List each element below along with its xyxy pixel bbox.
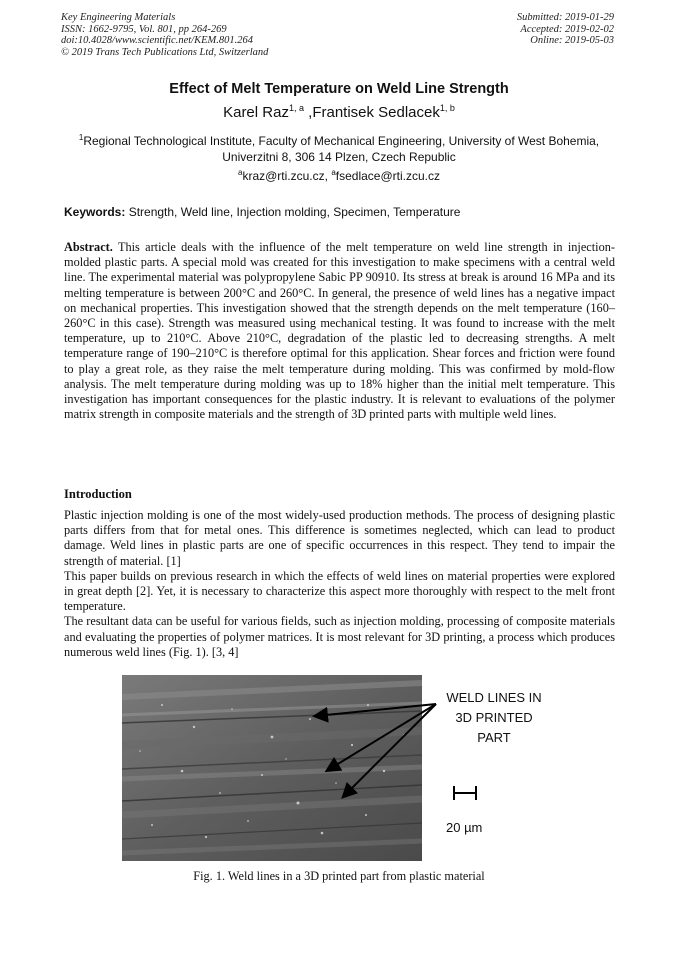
keywords-text: Strength, Weld line, Injection molding, Specimen, Temperature bbox=[125, 205, 461, 219]
affiliation-superscript: 1 bbox=[78, 133, 84, 142]
email-line bbox=[0, 168, 678, 183]
author-superscript: 1, b bbox=[439, 103, 455, 113]
keywords bbox=[64, 205, 618, 219]
abstract-text: This article deals with the influence of the melt temperature on weld line strength in injection-molded plastic parts. A special mold was created for this investigation to make specimens with a central weld line. The experimental material was polypropylene Sabic PP 90910. Its stress at break is around 16 MPa and its melting temperature is between 200°C and 260°C. In general, the presence of weld lines has a negative impact on mechanical properties. This investigation showed that the strength depends on the melt temperature (160–260°C in this case). Strength was measured using mechanical testing. It was found to increase with the melt temperature, up to 210°C. Above 210°C, degradation of the plastic led to decreasing strengths. A melt temperature range of 190–210°C is therefore optimal for this application. Shear forces and friction were found to play a great role, as they raise the melt temperature during molding. This was confirmed by mold-flow analysis. The melt temperature during molding was up to 18% higher than the initial melt temperature. This investigation has important consequences for the plastic industry. It is relevant to evaluations of the polymer matrix strength in composite materials and the strength of 3D printed parts with multiple weld lines. bbox=[64, 240, 615, 422]
keywords-label: Keywords: bbox=[64, 205, 126, 219]
abstract-label: Abstract. bbox=[64, 240, 113, 254]
author-superscript: 1, a bbox=[288, 103, 304, 113]
copyright-line: © 2019 Trans Tech Publications Ltd, Switzerland bbox=[61, 46, 269, 58]
author-line bbox=[0, 104, 678, 121]
sem-micrograph bbox=[122, 675, 422, 861]
submitted-date: Submitted: 2019-01-29 bbox=[516, 12, 614, 23]
callout-line: WELD LINES IN bbox=[446, 690, 542, 705]
abstract bbox=[64, 240, 615, 422]
journal-meta bbox=[61, 12, 268, 58]
paragraph: The resultant data can be useful for various fields, such as injection molding, processing of composite materials and evaluating the properties of polymer matrices. It is most relevant for 3D printing, a process which produces numerous weld lines (Fig. 1). [3, 4] bbox=[64, 614, 615, 659]
callout-line: PART bbox=[477, 730, 511, 745]
accepted-date: Accepted: 2019-02-02 bbox=[520, 23, 614, 35]
section-heading: Introduction bbox=[64, 487, 132, 501]
paragraph: This paper builds on previous research in which the effects of weld lines on material properties were explored in great depth [2]. Yet, it is necessary to characterize this aspect more thoroughly with respect to the melt front temperature. bbox=[64, 568, 615, 614]
introduction-body bbox=[64, 508, 615, 660]
scale-bar-icon bbox=[452, 785, 478, 801]
author-separator: , bbox=[303, 104, 313, 121]
doi-line: doi:10.4028/www.scientific.net/KEM.801.264 bbox=[61, 35, 253, 46]
email-superscript: a bbox=[331, 168, 336, 177]
journal-name: Key Engineering Materials bbox=[61, 12, 176, 23]
dates-meta bbox=[517, 12, 614, 47]
figure-callout bbox=[432, 688, 556, 748]
issn-line: ISSN: 1662-9795, Vol. 801, pp 264-269 bbox=[61, 23, 227, 35]
email-link[interactable]: fsedlace@rti.zcu.cz bbox=[335, 169, 440, 183]
paper-title: Effect of Melt Temperature on Weld Line Strength bbox=[169, 81, 509, 97]
email-link[interactable]: kraz@rti.zcu.cz, bbox=[242, 169, 328, 183]
author-name: Karel Raz bbox=[223, 104, 289, 121]
affiliation-text: Regional Technological Institute, Faculty of Mechanical Engineering, University of West Bohemia, Univerzitni 8, 306 14 Plzen, Czech Republic bbox=[83, 134, 600, 164]
author-name: Frantisek Sedlacek bbox=[312, 104, 440, 121]
figure-caption: Fig. 1. Weld lines in a 3D printed part from plastic material bbox=[193, 869, 485, 883]
online-date: Online: 2019-05-03 bbox=[530, 35, 614, 46]
callout-line: 3D PRINTED bbox=[455, 710, 533, 725]
paragraph: Plastic injection molding is one of the most widely-used production methods. The process of designing plastic parts differs from that for metal ones. This difference is sometimes neglected, which can lead to product damage. Weld lines in plastic parts are one of specific occurrences in this respect. They tend to impair the strength of material. [1] bbox=[64, 508, 615, 568]
scale-label: 20 µm bbox=[446, 820, 483, 835]
email-superscript: a bbox=[238, 168, 243, 177]
affiliation bbox=[60, 130, 618, 165]
